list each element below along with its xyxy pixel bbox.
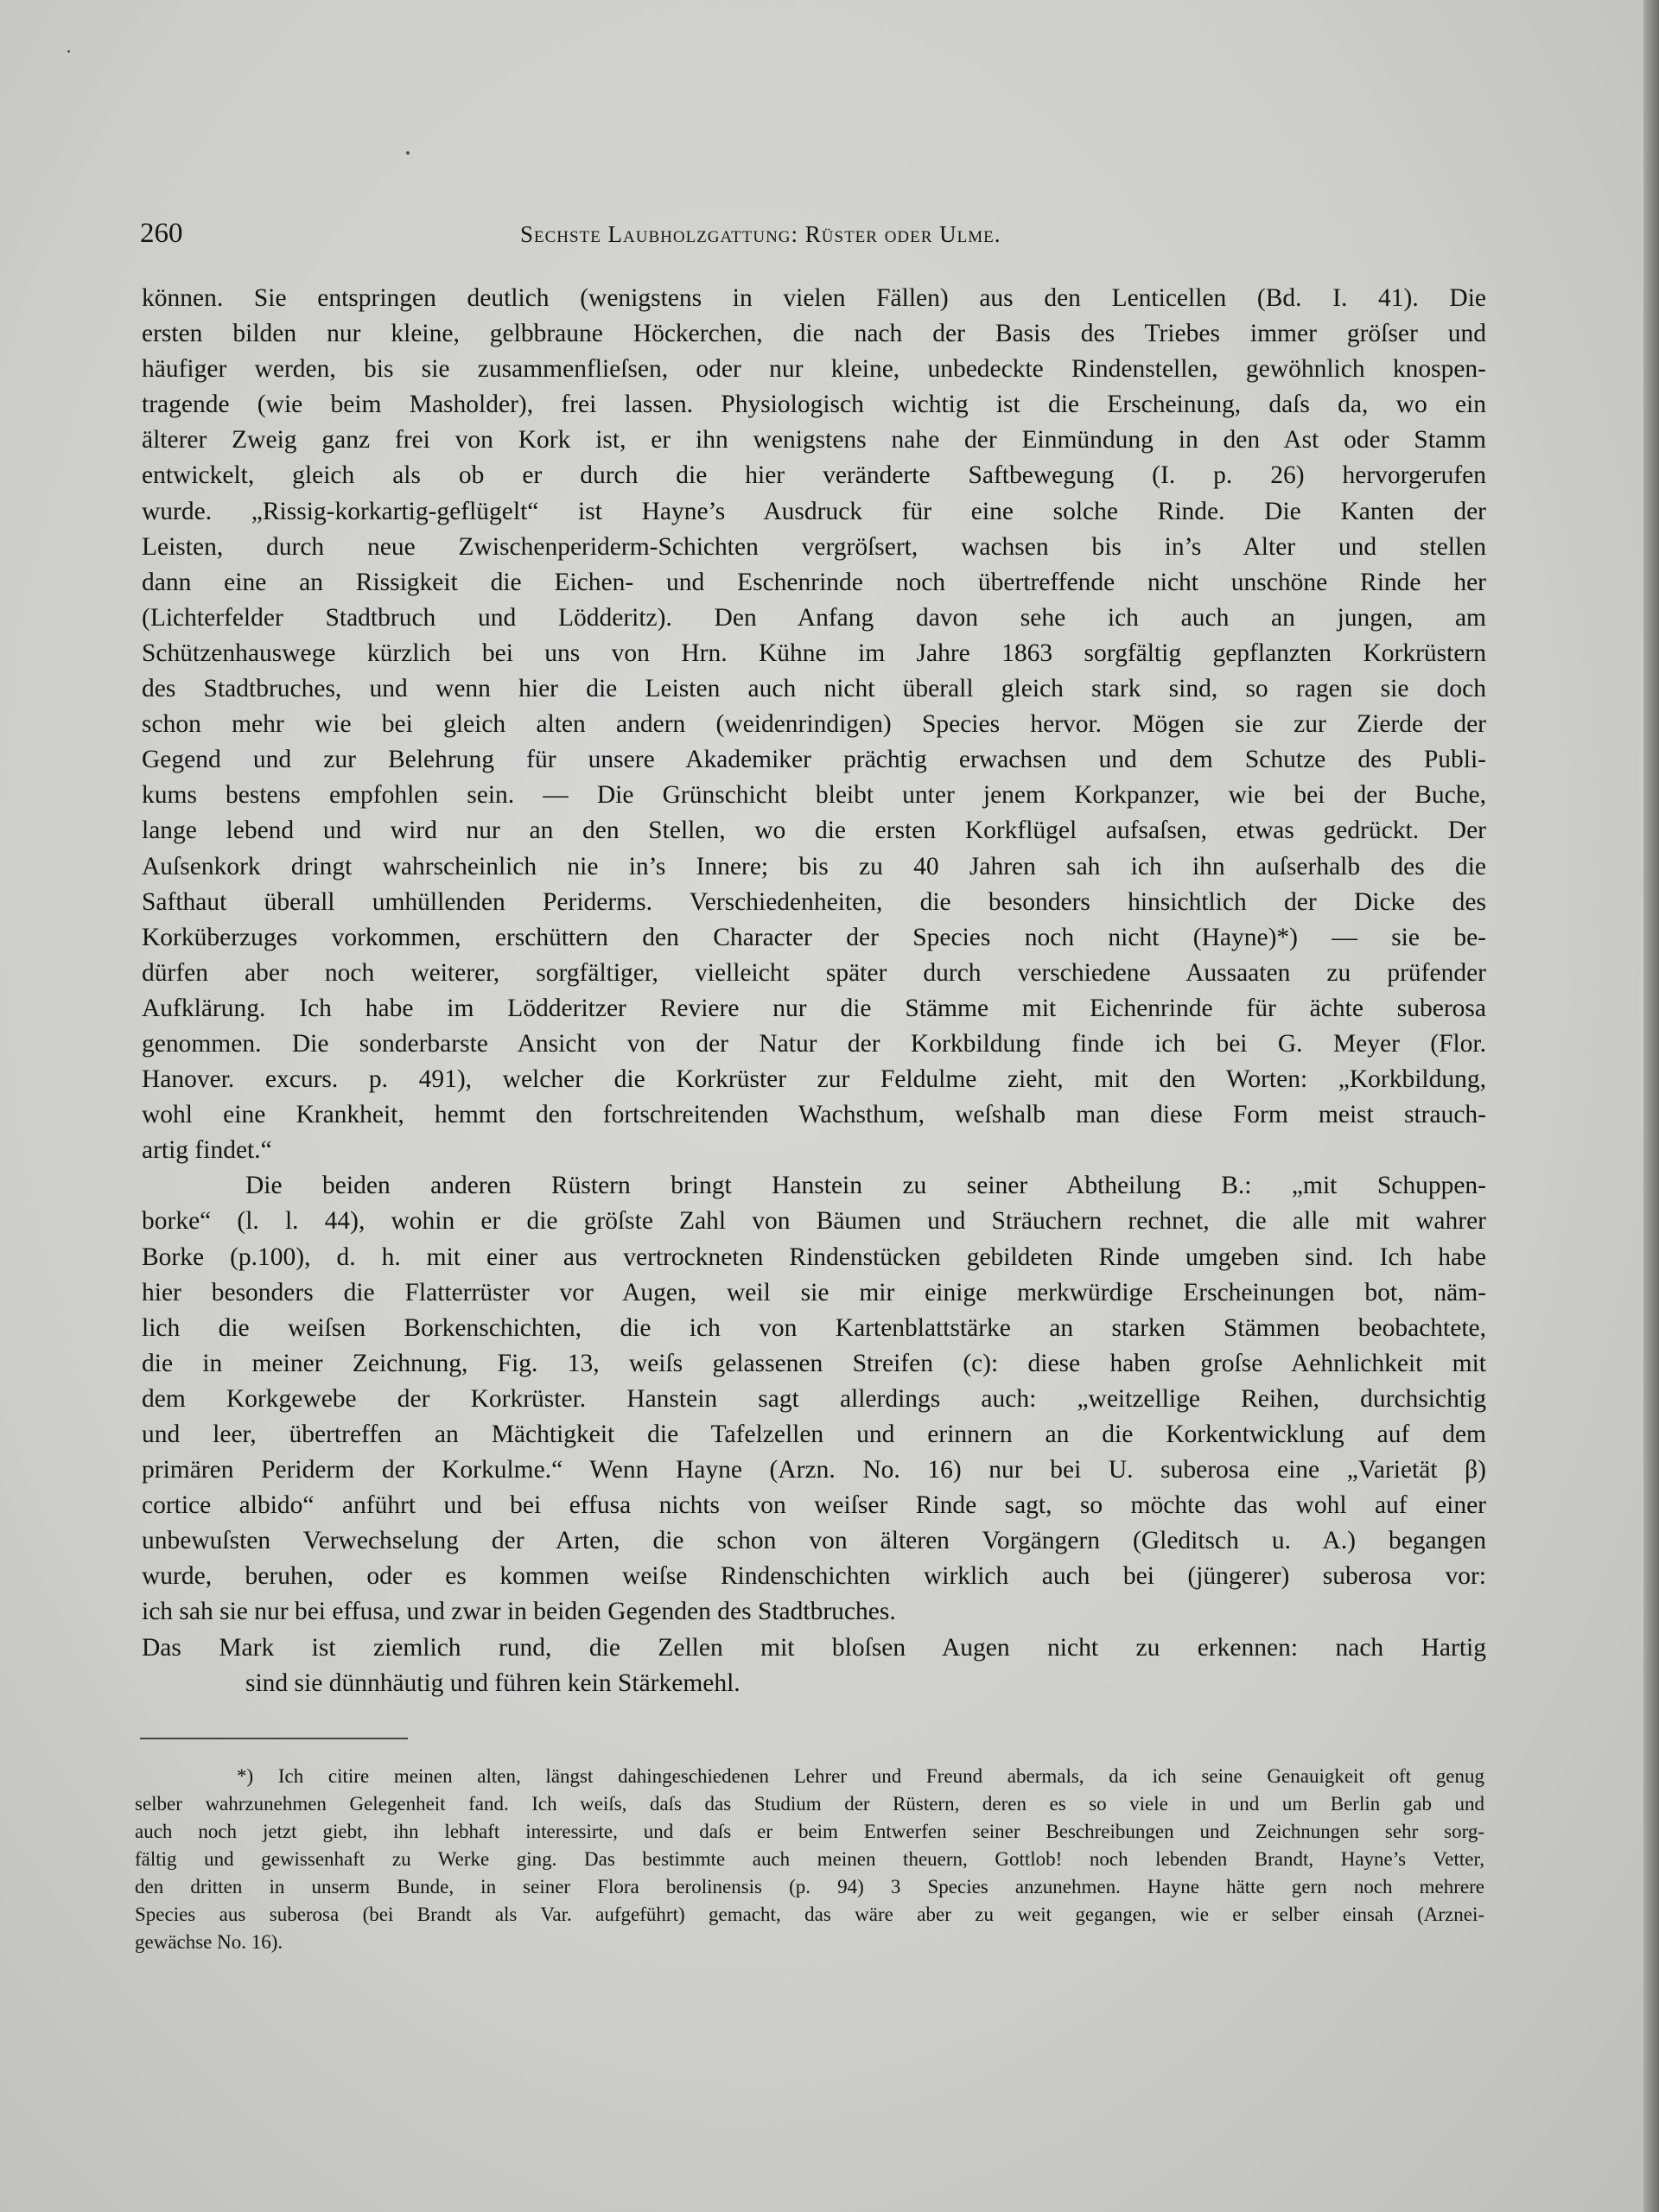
text-line: cortice albido“ anführt und bei effusa nichts von weiſser Rinde sagt, so möchte das wohl auf einer [142,1491,1486,1520]
text-line: dann eine an Rissigkeit die Eichen- und Eschenrinde noch übertreffende nicht unschöne Rinde her [142,568,1486,596]
text-line: Schützenhauswege kürzlich bei uns von Hrn. Kühne im Jahre 1863 sorgfältig gepflanzten Korkrüstern [142,639,1486,667]
footnote-line: gewächse No. 16). [135,1931,283,1953]
scan-speck [406,151,410,155]
text-line: ich sah sie nur bei effusa, und zwar in beiden Gegenden des Stadtbruches. [142,1598,896,1626]
footnote-line: Species aus suberosa (bei Brandt als Var. aufgeführt) gemacht, das wäre aber zu weit gegangen, wie er selber einsah (Arznei- [135,1904,1484,1925]
text-line: Safthaut überall umhüllenden Periderms. Verschiedenheiten, die besonders hinsichtlich der Dicke des [142,887,1486,916]
text-line: Korküberzuges vorkommen, erschüttern den Character der Species noch nicht (Hayne)*) — sie be- [142,923,1486,951]
text-line: artig findet.“ [142,1136,272,1165]
footnote-line: selber wahrzunehmen Gelegenheit fand. Ich weiſs, daſs das Studium der Rüstern, deren es so viele in und um Berlin gab und [135,1793,1484,1815]
text-line: älterer Zweig ganz frei von Kork ist, er ihn wenigstens nahe der Einmündung in den Ast oder Stamm [142,426,1486,454]
text-line: ersten bilden nur kleine, gelbbraune Höckerchen, die nach der Basis des Triebes immer gröſser und [142,320,1486,348]
scan-speck [67,50,70,53]
footnotes [135,1763,1484,1956]
text-line: sind sie dünnhäutig und führen kein Stärkemehl. [245,1669,741,1697]
text-line: die in meiner Zeichnung, Fig. 13, weiſs gelassenen Streifen (c): diese haben groſse Aehnlichkeit mit [142,1349,1486,1377]
text-line: entwickelt, gleich als ob er durch die hier veränderte Saftbewegung (I. p. 26) hervorgerufen [142,461,1486,490]
text-line: tragende (wie beim Masholder), frei lassen. Physiologisch wichtig ist die Erscheinung, daſs da, wo ein [142,391,1486,419]
text-line: und leer, übertreffen an Mächtigkeit die Tafelzellen und erinnern an die Korkentwicklung auf dem [142,1421,1486,1448]
text-line: borke“ (l. l. 44), wohin er die gröſste Zahl von Bäumen und Sträuchern rechnet, die alle mit wahrer [142,1207,1486,1236]
text-line: primären Periderm der Korkulme.“ Wenn Hayne (Arzn. No. 16) nur bei U. suberosa eine „Varietät β) [142,1456,1486,1484]
text-line: können. Sie entspringen deutlich (wenigstens in vielen Fällen) aus den Lenticellen (Bd. I. 41). Die [142,284,1486,312]
text-line: dürfen aber noch weiterer, sorgfältiger, vielleicht später durch verschiedene Aussaaten zu prüfender [142,958,1486,987]
footnote-line: fältig und gewissenhaft zu Werke ging. Das bestimmte auch meinen theuern, Gottlob! noch lebenden Brandt, Hayne’s Vetter, [135,1848,1484,1870]
text-line: wurde, beruhen, oder es kommen weiſse Rindenschichten wirklich auch bei (jüngerer) suberosa vor: [142,1562,1486,1591]
text-line: Aufklärung. Ich habe im Lödderitzer Reviere nur die Stämme mit Eichenrinde für ächte suberosa [142,994,1486,1022]
page-edge-shadow [1643,0,1659,2212]
page-header [140,218,1490,252]
footnote-line: auch noch jetzt giebt, ihn lebhaft interessirte, und daſs er beim Entwerfen seiner Beschreibungen und Zeichnungen sehr sorg- [135,1821,1484,1842]
text-line: (Lichterfelder Stadtbruch und Lödderitz). Den Anfang davon sehe ich auch an jungen, am [142,603,1486,632]
text-line: Das Mark ist ziemlich rund, die Zellen mit bloſsen Augen nicht zu erkennen: nach Hartig [142,1633,1486,1662]
text-line: genommen. Die sonderbarste Ansicht von der Natur der Korkbildung finde ich bei G. Meyer (Flor. [142,1029,1486,1058]
footnote-line: den dritten in unserm Bunde, in seiner Flora berolinensis (p. 94) 3 Species anzunehmen. Hayne hätte gern noch mehrere [135,1876,1484,1897]
text-line: kums bestens empfohlen sein. — Die Grünschicht bleibt unter jenem Korkpanzer, wie bei der Buche, [142,781,1486,810]
text-line: hier besonders die Flatterrüster vor Augen, weil sie mir einige merkwürdige Erscheinungen bot, näm- [142,1278,1486,1306]
text-line: Die beiden anderen Rüstern bringt Hanstein zu seiner Abtheilung B.: „mit Schuppen- [245,1172,1486,1200]
text-line: Borke (p.100), d. h. mit einer aus vertrockneten Rindenstücken gebildeten Rinde umgeben sind. Ich habe [142,1243,1486,1271]
text-line: wurde. „Rissig-korkartig-geflügelt“ ist Hayne’s Ausdruck für eine solche Rinde. Die Kanten der [142,497,1486,525]
main-text [142,281,1486,1701]
text-line: lange lebend und wird nur an den Stellen, wo die ersten Korkflügel aufsaſsen, etwas gedrückt. Der [142,817,1486,845]
text-line: Hanover. excurs. p. 491), welcher die Korkrüster zur Feldulme zieht, mit den Worten: „Korkbildung, [142,1065,1486,1094]
footnote-line: *) Ich citire meinen alten, längst dahingeschiedenen Lehrer und Freund abermals, da ich seine Genauigkeit oft genug [237,1765,1484,1787]
text-line: Leisten, durch neue Zwischenperiderm-Schichten vergröſsert, wachsen bis in’s Alter und stellen [142,532,1486,561]
page-number: 260 [140,218,183,249]
text-line: häufiger werden, bis sie zusammenflieſsen, oder nur kleine, unbedeckte Rindenstellen, gewöhnlich knospen- [142,355,1486,384]
text-line: lich die weiſsen Borkenschichten, die ich von Kartenblattstärke an starken Stämmen beobachtete, [142,1313,1486,1342]
text-line: wohl eine Krankheit, hemmt den fortschreitenden Wachsthum, weſshalb man diese Form meist strauch- [142,1101,1486,1129]
text-line: Gegend und zur Belehrung für unsere Akademiker prächtig erwachsen und dem Schutze des Publi- [142,746,1486,774]
running-title: Sechste Laubholzgattung: Rüster oder Ulme. [520,221,1001,247]
text-line: des Stadtbruches, und wenn hier die Leisten auch nicht überall gleich stark sind, so ragen sie doch [142,675,1486,703]
text-line: dem Korkgewebe der Korkrüster. Hanstein sagt allerdings auch: „weitzellige Reihen, durchsichtig [142,1384,1486,1413]
text-line: unbewuſsten Verwechselung der Arten, die schon von älteren Vorgängern (Gleditsch u. A.) begangen [142,1527,1486,1555]
text-line: Auſsenkork dringt wahrscheinlich nie in’s Innere; bis zu 40 Jahren sah ich ihn auſserhalb des die [142,852,1486,880]
text-line: schon mehr wie bei gleich alten andern (weidenrindigen) Species hervor. Mögen sie zur Zierde der [142,710,1486,739]
footnote-rule [140,1738,408,1739]
